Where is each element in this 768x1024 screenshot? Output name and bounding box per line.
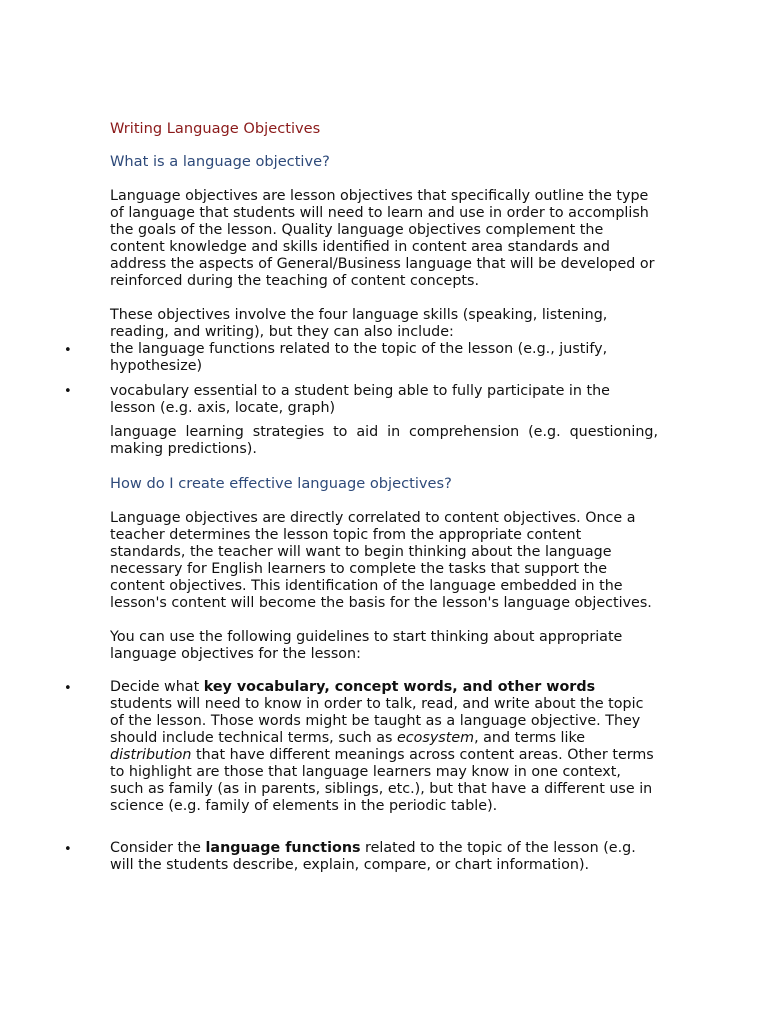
guideline-text: Consider the [110,840,206,856]
bullet-marker: • [64,842,72,857]
guideline-bold-text: key vocabulary, concept words, and other words [203,679,596,695]
heading-how-to-create: How do I create effective language objectives? [110,475,452,492]
guideline-bold-text: language functions [205,840,361,856]
guideline-key-vocabulary [110,679,658,815]
bullet-marker: • [64,681,72,696]
guideline-text: , and terms like [474,730,586,746]
guideline-text: Decide what [110,679,204,695]
heading-what-is: What is a language objective? [110,153,330,170]
paragraph-correlation: Language objectives are directly correlated to content objectives. Once a teacher determines the lesson topic from the appropriate content standards, the teacher will want to begin thinking about the language necessary for English learners to complete the tasks that support the content objectives. This identification of the language embedded in the lesson's content will become the basis for the lesson's language objectives. [110,510,652,611]
guideline-italic-term: distribution [110,747,192,763]
guideline-text: related to the topic of the lesson (e.g. will the students describe, explain, compare, or chart information). [110,840,636,873]
paragraph-definition: Language objectives are lesson objectives that specifically outline the type of language that students will need to learn and use in order to accomplish the goals of the lesson. Quality language objectives complement the content knowledge and skills identified in content area standards and address the aspects of General/Business language that will be developed or reinforced during the teaching of content concepts. [110,188,655,289]
paragraph-guidelines-intro: You can use the following guidelines to start thinking about appropriate language objectives for the lesson: [110,629,623,662]
paragraph-skills: These objectives involve the four language skills (speaking, listening, reading, and writing), but they can also include: [110,307,608,340]
document-title: Writing Language Objectives [110,120,321,137]
guideline-text: students will need to know in order to talk, read, and write about the topic of the lesson. Those words might be taught as a language objective. They should include technical terms, such as [110,696,644,746]
guideline-italic-term: ecosystem [396,730,475,746]
bullet-marker: • [64,343,72,358]
bullet-language-functions: the language functions related to the topic of the lesson (e.g., justify, hypothesize) [110,341,608,374]
guideline-language-functions [110,840,658,874]
item-learning-strategies: language learning strategies to aid in comprehension (e.g. questioning, making predictions). [110,424,658,457]
guideline-text: that have different meanings across content areas. Other terms to highlight are those that language learners may know in one context, such as family (as in parents, siblings, etc.), but that have a different use in science (e.g. family of elements in the periodic table). [110,747,654,814]
bullet-marker: • [64,384,72,399]
bullet-vocabulary: vocabulary essential to a student being able to fully participate in the lesson (e.g. axis, locate, graph) [110,383,610,416]
